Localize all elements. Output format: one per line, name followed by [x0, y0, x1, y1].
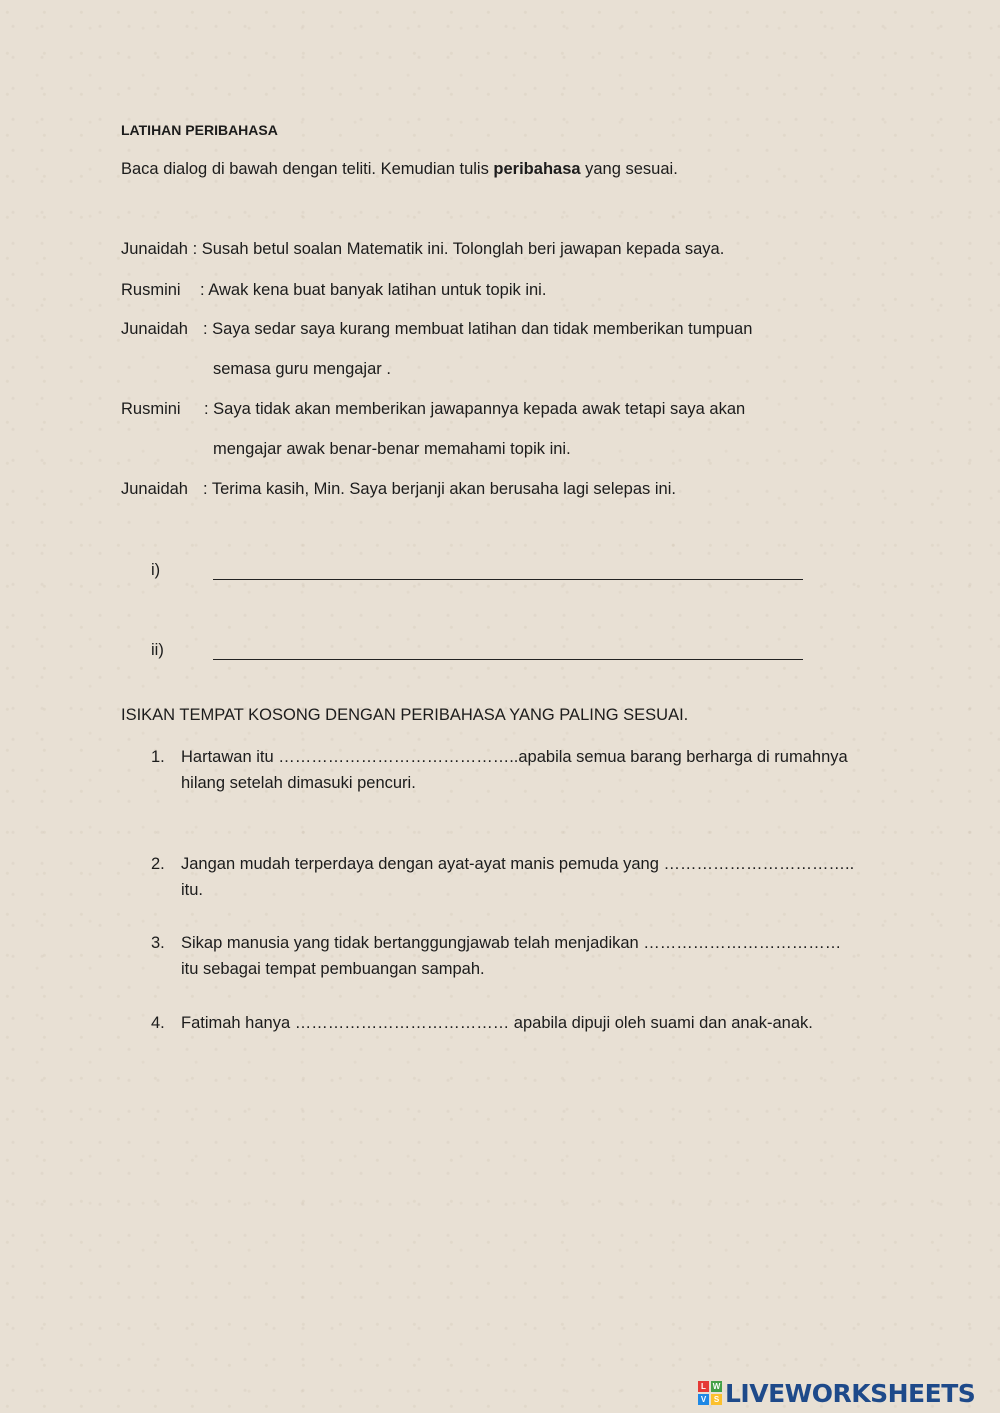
speaker: Junaidah — [121, 240, 188, 258]
question-text — [181, 1010, 813, 1036]
question-2 — [151, 851, 891, 905]
question-line: itu sebagai tempat pembuangan sampah. — [181, 960, 485, 978]
instruction-before: Baca dialog di bawah dengan teliti. Kemudian tulis — [121, 160, 494, 178]
separator: : — [204, 400, 214, 418]
speaker: Junaidah — [121, 320, 188, 338]
answer-label-1: i) — [151, 561, 161, 579]
dialog-text-content: Saya sedar saya kurang membuat latihan dan tidak memberikan tumpuan — [212, 320, 753, 338]
question-3 — [151, 930, 891, 984]
question-line: Sikap manusia yang tidak bertanggungjawab telah menjadikan ……………………………… — [181, 934, 842, 952]
dialog-line-1 — [121, 240, 724, 259]
question-line: Fatimah hanya ………………………………… apabila dipuji oleh suami dan anak-anak. — [181, 1014, 813, 1032]
separator: : — [203, 320, 213, 338]
question-number: 4. — [151, 1014, 165, 1032]
logo-text: LIVEWORKSHEETS — [725, 1378, 976, 1408]
speaker: Rusmini — [121, 400, 181, 418]
speaker: Rusmini — [121, 281, 181, 299]
question-number: 2. — [151, 855, 165, 873]
speaker: Junaidah — [121, 480, 188, 498]
logo-mark-cell: W — [712, 1382, 721, 1391]
question-4 — [151, 1010, 891, 1038]
answer-input-1[interactable] — [213, 579, 803, 580]
dialog-text-content: Terima kasih, Min. Saya berjanji akan berusaha lagi selepas ini. — [211, 480, 676, 498]
logo-mark-icon — [698, 1381, 722, 1405]
instruction-bold: peribahasa — [493, 160, 581, 178]
answer-label-2: ii) — [151, 641, 164, 659]
question-number: 3. — [151, 934, 165, 952]
question-text — [181, 851, 854, 903]
answer-input-2[interactable] — [213, 659, 803, 660]
dialog-line-3-cont: semasa guru mengajar . — [213, 360, 391, 378]
instruction-after: yang sesuai. — [580, 160, 678, 178]
logo-mark-cell: L — [698, 1381, 709, 1392]
instruction — [121, 160, 678, 179]
question-line: Hartawan itu ……………………………………..apabila semua barang berharga di rumahnya — [181, 748, 848, 766]
separator: : — [203, 480, 212, 498]
question-1 — [151, 744, 891, 798]
separator: : — [200, 281, 209, 299]
dialog-text — [200, 281, 546, 300]
dialog-text-content: Awak kena buat banyak latihan untuk topik ini. — [208, 281, 547, 299]
question-text — [181, 930, 841, 982]
dialog-line-4-cont: mengajar awak benar-benar memahami topik ini. — [213, 440, 571, 458]
page-title: LATIHAN PERIBAHASA — [121, 122, 278, 138]
question-text — [181, 744, 848, 796]
logo-mark-cell: S — [711, 1394, 722, 1405]
dialog-text — [203, 480, 676, 499]
dialog-text — [203, 320, 752, 339]
dialog-text: Susah betul soalan Matematik ini. Tolonglah beri jawapan kepada saya. — [201, 240, 725, 258]
question-line: hilang setelah dimasuki pencuri. — [181, 774, 416, 792]
liveworksheets-logo — [698, 1378, 975, 1408]
question-line: Jangan mudah terperdaya dengan ayat-ayat manis pemuda yang …………………………….. — [181, 855, 855, 873]
question-line: itu. — [181, 881, 204, 899]
section2-title: ISIKAN TEMPAT KOSONG DENGAN PERIBAHASA YANG PALING SESUAI. — [121, 706, 689, 724]
question-number: 1. — [151, 748, 165, 766]
logo-mark-cell: V — [698, 1394, 709, 1405]
separator: : — [192, 240, 202, 258]
dialog-text — [204, 400, 745, 419]
dialog-text-content: Saya tidak akan memberikan jawapannya kepada awak tetapi saya akan — [213, 400, 746, 418]
